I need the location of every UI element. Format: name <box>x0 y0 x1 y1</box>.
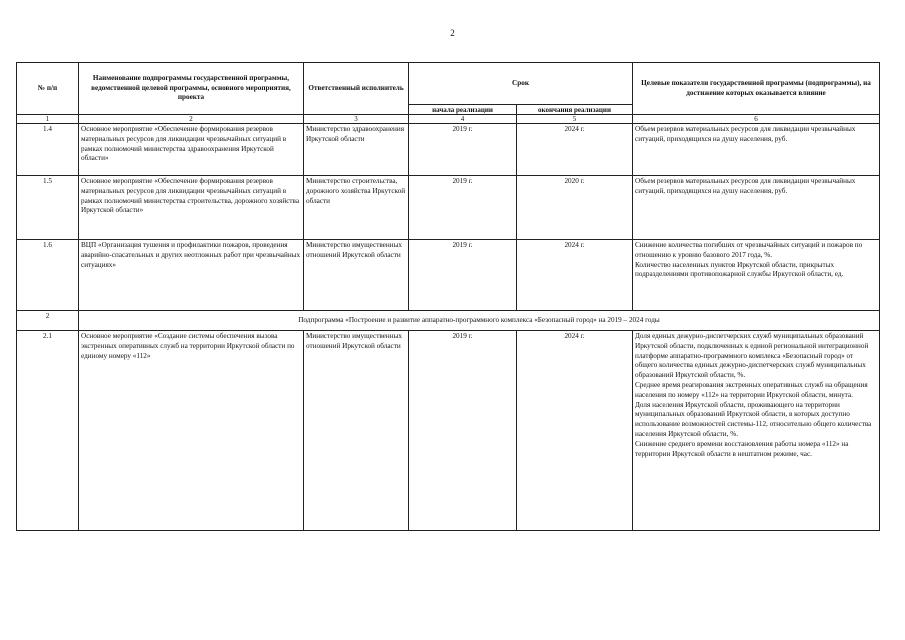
row-num: 1.4 <box>17 124 79 176</box>
row-start: 2019 г. <box>409 331 517 531</box>
column-number: 3 <box>304 115 409 124</box>
header-term-start: начала реализации <box>409 105 517 115</box>
row-executor: Министерство строительства, дорожного хозяйства Иркутской области <box>304 176 409 240</box>
page-number: 2 <box>450 28 455 38</box>
header-executor: Ответственный исполнитель <box>304 63 409 115</box>
table-row <box>17 331 880 531</box>
header-term: Срок <box>409 63 633 105</box>
row-indicators: Доля единых дежурно-диспетчерских служб муниципальных образований Иркутской области, подключенных к единой региональной интеграционной платформе аппаратно-программного комплекса «Безопасный город» от общего количества единых дежурно-диспетчерских служб муниципальных образований Иркутской области, %. Среднее время реагирования экстренных оперативных служб на обращения населения по номеру «112» на территории Иркутской области, минута. Доля населения Иркутской области, проживающего на территории муниципальных образований Иркутской области, в которых доступно использование возможностей системы-112, относительно общего количества населения Иркутской области, %. Снижение среднего времени восстановления работы номера «112» на территории Иркутской области в нештатном режиме, час. <box>633 331 880 531</box>
column-number: 1 <box>17 115 79 124</box>
row-indicators: Объем резервов материальных ресурсов для ликвидации чрезвычайных ситуаций, приходящихся на душу населения, руб. <box>633 176 880 240</box>
row-num: 2.1 <box>17 331 79 531</box>
table-row <box>17 240 880 311</box>
column-number: 6 <box>633 115 880 124</box>
row-start: 2019 г. <box>409 176 517 240</box>
row-num: 1.5 <box>17 176 79 240</box>
row-num: 1.6 <box>17 240 79 311</box>
section-num: 2 <box>17 311 79 331</box>
header-term-end: окончания реализации <box>517 105 633 115</box>
row-name: Основное мероприятие «Создание системы обеспечения вызова экстренных оперативных служб на территории Иркутской области по единому номеру «112» <box>79 331 304 531</box>
row-start: 2019 г. <box>409 124 517 176</box>
column-number: 5 <box>517 115 633 124</box>
row-executor: Министерство имущественных отношений Иркутской области <box>304 240 409 311</box>
table-row <box>17 124 880 176</box>
row-end: 2024 г. <box>517 331 633 531</box>
header-indicators: Целевые показатели государственной программы (подпрограммы), на достижение которых оказывается влияние <box>633 63 880 115</box>
header-name: Наименование подпрограммы государственной программы, ведомственной целевой программы, основного мероприятия, проекта <box>79 63 304 115</box>
row-indicators: Снижение количества погибших от чрезвычайных ситуаций и пожаров по отношению к уровню базового 2017 года, %. Количество населенных пунктов Иркутской области, прикрытых подразделениями противопожарной службы Иркутской области, ед. <box>633 240 880 311</box>
row-start: 2019 г. <box>409 240 517 311</box>
program-table <box>16 62 880 531</box>
row-name: Основное мероприятие «Обеспечение формирования резервов материальных ресурсов для ликвидации чрезвычайных ситуаций в рамках полномочий министерства здравоохранения Иркутской области» <box>79 124 304 176</box>
row-name: Основное мероприятие «Обеспечение формирования резервов материальных ресурсов для ликвидации чрезвычайных ситуаций в рамках полномочий министерства строительства, дорожного хозяйства Иркутской области» <box>79 176 304 240</box>
row-end: 2020 г. <box>517 176 633 240</box>
row-executor: Министерство здравоохранения Иркутской области <box>304 124 409 176</box>
row-end: 2024 г. <box>517 124 633 176</box>
header-num: № п/п <box>17 63 79 115</box>
column-number-row <box>17 115 880 124</box>
table-row <box>17 176 880 240</box>
row-end: 2024 г. <box>517 240 633 311</box>
column-number: 4 <box>409 115 517 124</box>
section-row <box>17 311 880 331</box>
row-executor: Министерство имущественных отношений Иркутской области <box>304 331 409 531</box>
row-name: ВЦП «Организация тушения и профилактики пожаров, проведения аварийно-спасательных и других неотложных работ при чрезвычайных ситуациях» <box>79 240 304 311</box>
section-title: Подпрограмма «Построение и развитие аппаратно-программного комплекса «Безопасный город» на 2019 – 2024 годы <box>79 311 880 331</box>
row-indicators: Объем резервов материальных ресурсов для ликвидации чрезвычайных ситуаций, приходящихся на душу населения, руб. <box>633 124 880 176</box>
column-number: 2 <box>79 115 304 124</box>
